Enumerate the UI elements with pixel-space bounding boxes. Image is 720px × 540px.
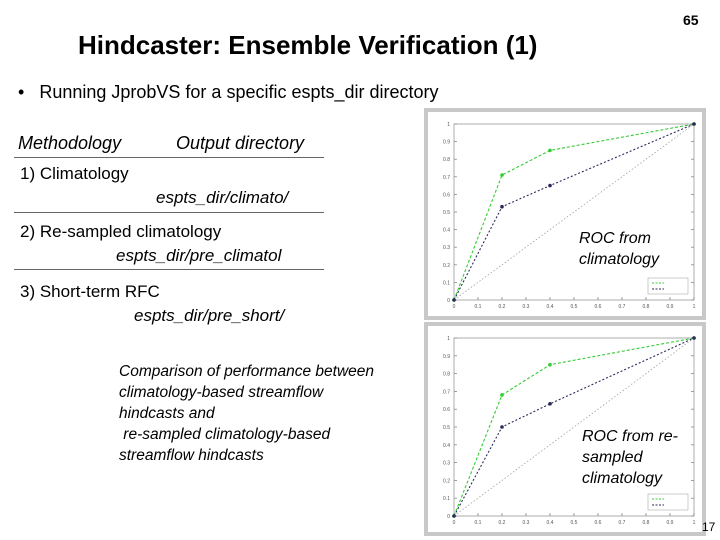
y-tick-label: 0.7 — [443, 174, 450, 181]
y-tick-label: 1 — [447, 336, 450, 342]
x-tick-label: 0.9 — [666, 304, 674, 310]
comparison-line: hindcasts and — [119, 405, 215, 422]
series-point — [500, 173, 504, 177]
methodology-header: Methodology — [18, 133, 122, 153]
y-tick-label: 1 — [447, 122, 450, 128]
series-point — [452, 514, 456, 518]
bullet-icon: • — [18, 82, 25, 102]
series-point — [452, 298, 456, 302]
row-label-short-term: 3) Short-term RFC — [20, 282, 160, 301]
y-tick-label: 0.7 — [443, 389, 450, 396]
row-label-resampled: 2) Re-sampled climatology — [20, 222, 222, 241]
x-tick-label: 0.3 — [522, 520, 530, 526]
comparison-line: climatology-based streamflow — [119, 384, 324, 401]
series-point — [500, 205, 504, 209]
x-tick-label: 0.9 — [666, 520, 674, 526]
chart-label-climatology — [579, 228, 659, 270]
x-tick-label: 0.1 — [474, 520, 482, 526]
legend-box — [648, 278, 688, 294]
y-tick-label: 0.9 — [443, 353, 450, 360]
y-tick-label: 0.5 — [443, 210, 450, 216]
x-tick-label: 0.8 — [642, 520, 650, 526]
x-tick-label: 0.8 — [642, 304, 650, 310]
y-tick-label: 0 — [447, 514, 450, 520]
comparison-note — [119, 361, 374, 466]
x-tick-label: 0.5 — [570, 304, 578, 310]
y-tick-label: 0.8 — [443, 371, 450, 378]
output-directory-header: Output directory — [176, 133, 305, 153]
roc-chart-climatology — [428, 112, 702, 316]
x-tick-label: 0.2 — [498, 520, 506, 526]
x-tick-label: 0 — [452, 304, 456, 310]
series-point — [500, 425, 504, 429]
series-point — [548, 184, 552, 188]
x-tick-label: 0.2 — [498, 304, 506, 310]
series-point — [500, 393, 504, 397]
comparison-line: re-sampled climatology-based — [119, 426, 331, 443]
x-tick-label: 0.7 — [618, 304, 626, 310]
table-divider — [14, 157, 324, 158]
x-tick-label: 0 — [452, 520, 456, 526]
x-tick-label: 0.4 — [546, 520, 554, 526]
comparison-line: streamflow hindcasts — [119, 447, 264, 464]
series-point — [548, 363, 552, 367]
y-tick-label: 0.3 — [443, 460, 450, 467]
y-tick-label: 0.8 — [443, 157, 450, 164]
comparison-line: Comparison of performance between — [119, 363, 375, 380]
series-point — [692, 336, 696, 340]
x-tick-label: 1 — [692, 304, 696, 310]
x-tick-label: 0.7 — [618, 520, 626, 526]
chart-label-line: sampled — [582, 449, 643, 466]
series-point — [548, 149, 552, 153]
row-label-climatology: 1) Climatology — [20, 164, 129, 183]
y-tick-label: 0.4 — [443, 442, 450, 449]
bullet-item — [18, 82, 439, 103]
series-point — [548, 402, 552, 406]
y-tick-label: 0.6 — [443, 407, 450, 414]
series-point — [692, 122, 696, 126]
x-tick-label: 1 — [692, 520, 696, 526]
x-tick-label: 0.6 — [594, 520, 602, 526]
page-number: 65 — [683, 12, 699, 28]
y-tick-label: 0.1 — [443, 280, 450, 287]
chart-label-line: climatology — [582, 470, 663, 487]
legend-box — [648, 494, 688, 510]
corner-number: 17 — [702, 520, 716, 534]
chart-label-line: climatology — [579, 251, 660, 268]
diagonal-reference-line — [454, 124, 694, 300]
roc-chart-climatology-frame — [424, 108, 706, 320]
y-tick-label: 0.6 — [443, 192, 450, 199]
row-dir-resampled: espts_dir/pre_climatol — [116, 246, 282, 265]
y-tick-label: 0.4 — [443, 227, 450, 234]
x-tick-label: 0.6 — [594, 304, 602, 310]
y-tick-label: 0.3 — [443, 245, 450, 252]
chart-label-line: ROC from — [579, 230, 651, 247]
row-dir-climatology: espts_dir/climato/ — [156, 188, 289, 207]
y-tick-label: 0.1 — [443, 496, 450, 503]
x-tick-label: 0.3 — [522, 304, 530, 310]
x-tick-label: 0.4 — [546, 304, 554, 310]
y-tick-label: 0.5 — [443, 425, 450, 431]
bullet-text: Running JprobVS for a specific espts_dir directory — [39, 82, 439, 102]
table-divider — [14, 269, 324, 270]
y-tick-label: 0.2 — [443, 478, 450, 485]
chart-label-line: ROC from re- — [582, 428, 678, 445]
row-dir-short-term: espts_dir/pre_short/ — [134, 306, 285, 325]
chart-label-resampled — [582, 426, 678, 489]
table-divider — [14, 212, 324, 213]
y-tick-label: 0.9 — [443, 139, 450, 146]
y-tick-label: 0.2 — [443, 262, 450, 269]
slide-title: Hindcaster: Ensemble Verification (1) — [78, 30, 538, 60]
x-tick-label: 0.5 — [570, 520, 578, 526]
x-tick-label: 0.1 — [474, 304, 482, 310]
y-tick-label: 0 — [447, 298, 450, 304]
